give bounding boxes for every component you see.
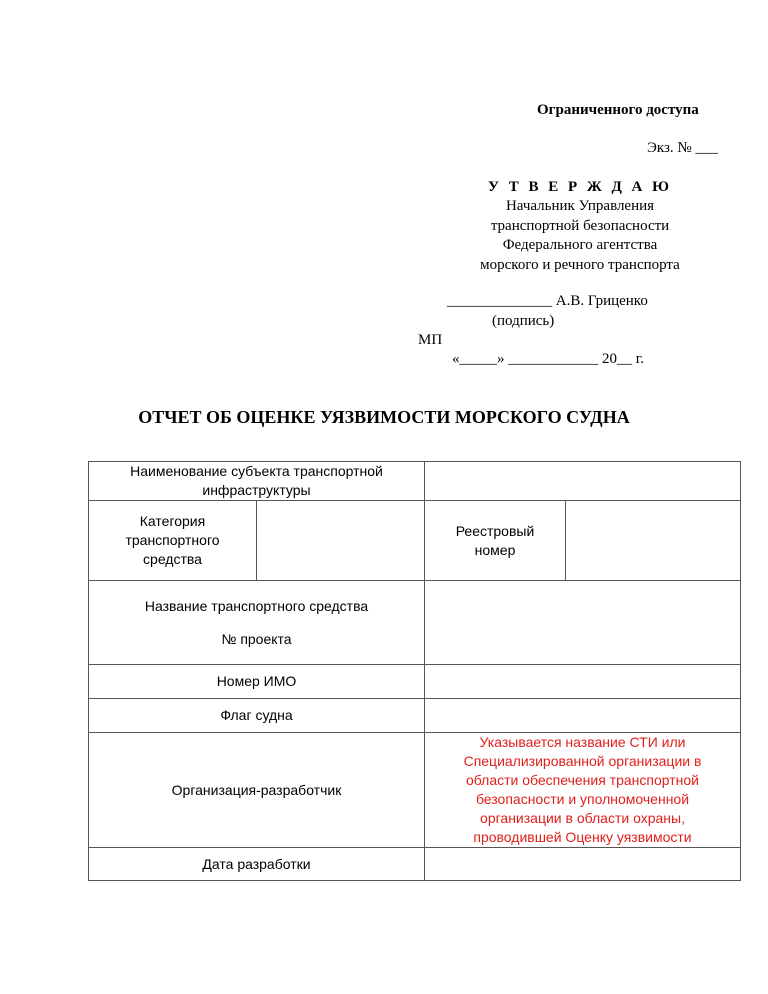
approval-block	[440, 177, 720, 275]
development-date-value[interactable]	[425, 848, 741, 881]
table-row	[89, 665, 741, 699]
note-line: Указывается название СТИ или	[479, 734, 686, 750]
ship-flag-value[interactable]	[425, 699, 741, 733]
label-line: Категория	[139, 513, 206, 529]
report-form-table	[88, 461, 741, 881]
note-line: Специализированной организации в	[463, 753, 702, 769]
category-label	[89, 501, 257, 581]
access-restriction-label: Ограниченного доступа	[537, 102, 699, 118]
label-line: Реестровый	[455, 522, 535, 539]
label-line: транспортного	[125, 532, 220, 548]
document-title: ОТЧЕТ ОБ ОЦЕНКЕ УЯЗВИМОСТИ МОРСКОГО СУДНА	[138, 407, 630, 427]
vehicle-name-label	[89, 581, 425, 665]
vehicle-name-value[interactable]	[425, 581, 741, 665]
approval-title: У Т В Е Р Ж Д А Ю	[487, 179, 673, 195]
table-row	[89, 501, 741, 581]
development-date-label: Дата разработки	[89, 848, 425, 881]
table-row	[89, 699, 741, 733]
note-line: области обеспечения транспортной	[465, 772, 699, 788]
approver-position-line: Начальник Управления	[505, 198, 655, 214]
label-line: инфраструктуры	[202, 482, 311, 498]
ship-flag-label: Флаг судна	[89, 699, 425, 733]
label-line: № проекта	[221, 630, 292, 647]
table-row	[89, 581, 741, 665]
imo-number-label: Номер ИМО	[89, 665, 425, 699]
stamp-place-label: МП	[418, 332, 443, 348]
note-line: организации в области охраны,	[480, 810, 685, 826]
category-value[interactable]	[257, 501, 425, 581]
approval-date-line: «_____» ____________ 20__ г.	[452, 351, 644, 367]
developer-org-label: Организация-разработчик	[89, 733, 425, 848]
table-row	[89, 462, 741, 501]
subject-name-value[interactable]	[425, 462, 741, 501]
copy-number-label: Экз. № ___	[647, 140, 718, 156]
imo-number-value[interactable]	[425, 665, 741, 699]
label-line: Наименование субъекта транспортной	[130, 463, 383, 479]
registry-number-label	[425, 501, 566, 581]
approver-position-line: морского и речного транспорта	[480, 256, 680, 273]
developer-org-note	[425, 733, 741, 848]
registry-number-value[interactable]	[566, 501, 741, 581]
label-line: Название транспортного средства	[144, 597, 369, 614]
subject-name-label	[89, 462, 425, 501]
note-line: безопасности и уполномоченной	[475, 791, 690, 807]
label-line: номер	[474, 541, 516, 558]
table-row	[89, 848, 741, 881]
approver-position-line: транспортной безопасности	[490, 217, 670, 234]
note-line: проводившей Оценку уязвимости	[473, 829, 692, 845]
table-row	[89, 733, 741, 848]
signature-line: ______________ А.В. Гриценко	[447, 293, 648, 309]
approver-position-line: Федерального агентства	[502, 237, 658, 253]
label-line: средства	[143, 551, 202, 567]
signature-caption: (подпись)	[492, 313, 555, 329]
